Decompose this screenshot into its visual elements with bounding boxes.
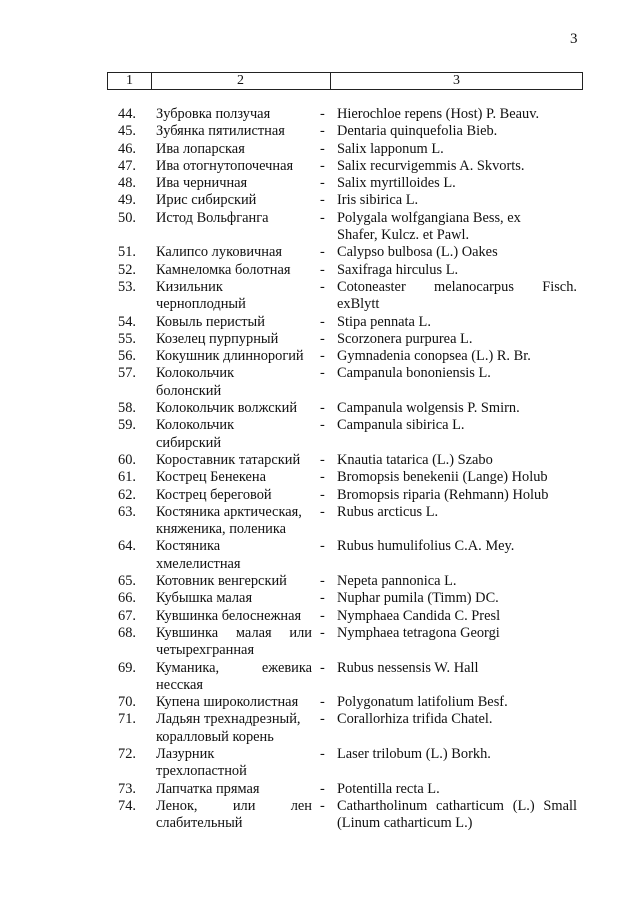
- russian-name-line: Кострец береговой: [156, 486, 272, 503]
- entry-number: 56.: [118, 348, 136, 365]
- entry-separator: -: [320, 175, 325, 192]
- entry-number: 46.: [118, 140, 136, 157]
- latin-name-line: exBlytt: [337, 296, 380, 313]
- latin-name-line: Hierochloe repens (Host) P. Beauv.: [337, 106, 540, 122]
- list-item: [0, 469, 639, 486]
- entry-separator: -: [320, 123, 325, 140]
- entry-separator: -: [320, 486, 325, 503]
- entry-number: 73.: [118, 780, 136, 797]
- latin-name: [337, 210, 577, 245]
- entry-separator: -: [320, 607, 325, 624]
- entry-separator: -: [320, 192, 325, 209]
- russian-name-line: Ива отогнутопочечная: [156, 157, 294, 174]
- entry-number: 53.: [118, 278, 136, 295]
- list-item: [0, 608, 639, 625]
- entry-separator: -: [320, 244, 325, 261]
- russian-name: [156, 262, 312, 279]
- entry-number: 52.: [118, 261, 136, 278]
- latin-name-line: Shafer, Kulcz. et Pawl.: [337, 227, 470, 244]
- entry-separator: -: [320, 157, 325, 174]
- russian-name: [156, 400, 312, 417]
- russian-name: [156, 538, 312, 573]
- latin-name-line: Salix recurvigemmis A. Skvorts.: [337, 157, 525, 174]
- list-item: [0, 106, 639, 123]
- russian-name-line: Зубровка ползучая: [156, 106, 271, 122]
- latin-name-line: Gymnadenia conopsea (L.) R. Br.: [337, 348, 531, 365]
- russian-name-line: княженика, поленика: [156, 521, 287, 538]
- latin-name: [337, 158, 577, 175]
- entry-separator: -: [320, 538, 325, 555]
- russian-name-line: Ива черничная: [156, 175, 248, 192]
- latin-name: [337, 400, 577, 417]
- latin-name: [337, 262, 577, 279]
- russian-name: [156, 625, 312, 660]
- latin-name: [337, 660, 577, 677]
- russian-name: [156, 781, 312, 798]
- entry-separator: -: [320, 469, 325, 486]
- entry-separator: -: [320, 313, 325, 330]
- russian-name: [156, 210, 312, 227]
- russian-name-line: Ива лопарская: [156, 140, 245, 157]
- russian-name: [156, 331, 312, 348]
- russian-name-line: несская: [156, 676, 204, 693]
- entry-number: 71.: [118, 711, 136, 728]
- list-item: [0, 279, 639, 314]
- latin-name-line: Nuphar pumila (Timm) DC.: [337, 590, 499, 607]
- entry-number: 48.: [118, 175, 136, 192]
- latin-name: [337, 244, 577, 261]
- entry-number: 74.: [118, 797, 136, 814]
- latin-name: [337, 798, 577, 833]
- latin-name-line: Saxifraga hirculus L.: [337, 261, 459, 278]
- russian-name: [156, 279, 312, 314]
- entry-number: 55.: [118, 330, 136, 347]
- latin-name-line: Polygala wolfgangiana Bess, ex: [337, 209, 521, 226]
- list-item: [0, 210, 639, 245]
- russian-name: [156, 141, 312, 158]
- latin-name: [337, 573, 577, 590]
- russian-name-line: Ленок, или лен: [156, 797, 312, 814]
- entry-separator: -: [320, 624, 325, 641]
- russian-name: [156, 158, 312, 175]
- latin-name-line: Salix lapponum L.: [337, 140, 444, 157]
- list-item: [0, 660, 639, 695]
- latin-name: [337, 746, 577, 763]
- russian-name: [156, 590, 312, 607]
- latin-name-line: Salix myrtilloides L.: [337, 175, 456, 192]
- entry-number: 64.: [118, 538, 136, 555]
- entry-separator: -: [320, 417, 325, 434]
- list-item: [0, 192, 639, 209]
- russian-name-line: Камнеломка болотная: [156, 261, 291, 278]
- list-item: [0, 244, 639, 261]
- entry-number: 67.: [118, 607, 136, 624]
- latin-name-line: Rubus nessensis W. Hall: [337, 659, 479, 676]
- russian-name: [156, 746, 312, 781]
- latin-name: [337, 175, 577, 192]
- entry-separator: -: [320, 106, 325, 122]
- entry-number: 59.: [118, 417, 136, 434]
- russian-name: [156, 711, 312, 746]
- entry-separator: -: [320, 400, 325, 417]
- latin-name-line: Bromopsis riparia (Rehmann) Holub: [337, 486, 549, 503]
- russian-name-line: Котовник венгерский: [156, 573, 287, 590]
- list-item: [0, 158, 639, 175]
- latin-name: [337, 192, 577, 209]
- latin-name: [337, 694, 577, 711]
- latin-name-line: Knautia tatarica (L.) Szabo: [337, 451, 493, 468]
- entry-separator: -: [320, 745, 325, 762]
- latin-name: [337, 365, 577, 382]
- russian-name: [156, 608, 312, 625]
- russian-name-line: болонский: [156, 382, 222, 399]
- russian-name: [156, 469, 312, 486]
- entry-separator: -: [320, 797, 325, 814]
- entry-separator: -: [320, 780, 325, 797]
- entry-number: 72.: [118, 745, 136, 762]
- list-item: [0, 141, 639, 158]
- entry-number: 45.: [118, 123, 136, 140]
- latin-name-line: Scorzonera purpurea L.: [337, 330, 473, 347]
- species-list: [0, 106, 639, 832]
- russian-name-line: Кувшинка малая или: [156, 624, 312, 641]
- latin-name-line: Campanula wolgensis P. Smirn.: [337, 400, 520, 417]
- russian-name-line: Кизильник: [156, 278, 223, 295]
- list-item: [0, 452, 639, 469]
- latin-name-line: Laser trilobum (L.) Borkh.: [337, 745, 491, 762]
- latin-name: [337, 123, 577, 140]
- entry-number: 63.: [118, 503, 136, 520]
- russian-name-line: Кубышка малая: [156, 590, 253, 607]
- column-header-number: 1: [108, 73, 152, 89]
- russian-name-line: сибирский: [156, 434, 222, 451]
- latin-name: [337, 469, 577, 486]
- russian-name-line: трехлопастной: [156, 763, 247, 780]
- russian-name: [156, 192, 312, 209]
- latin-name-line: Polygonatum latifolium Besf.: [337, 694, 508, 711]
- entry-separator: -: [320, 140, 325, 157]
- list-item: [0, 504, 639, 539]
- column-header-row: [107, 72, 583, 90]
- list-item: [0, 348, 639, 365]
- list-item: [0, 262, 639, 279]
- latin-name: [337, 348, 577, 365]
- entry-separator: -: [320, 711, 325, 728]
- entry-separator: -: [320, 451, 325, 468]
- latin-name: [337, 331, 577, 348]
- russian-name: [156, 365, 312, 400]
- russian-name-line: Колокольчик волжский: [156, 400, 298, 417]
- russian-name: [156, 106, 312, 123]
- russian-name: [156, 123, 312, 140]
- latin-name-line: Calypso bulbosa (L.) Oakes: [337, 244, 498, 261]
- russian-name-line: Лапчатка прямая: [156, 780, 260, 797]
- entry-number: 70.: [118, 694, 136, 711]
- list-item: [0, 400, 639, 417]
- list-item: [0, 365, 639, 400]
- list-item: [0, 711, 639, 746]
- entry-number: 60.: [118, 451, 136, 468]
- latin-name-line: Campanula sibirica L.: [337, 417, 465, 434]
- latin-name: [337, 711, 577, 728]
- entry-number: 50.: [118, 209, 136, 226]
- entry-separator: -: [320, 261, 325, 278]
- russian-name-line: Кокушник длиннорогий: [156, 348, 304, 365]
- list-item: [0, 573, 639, 590]
- russian-name: [156, 573, 312, 590]
- russian-name-line: Козелец пурпурный: [156, 330, 279, 347]
- latin-name: [337, 106, 577, 123]
- entry-number: 54.: [118, 313, 136, 330]
- list-item: [0, 487, 639, 504]
- latin-name-line: Stipa pennata L.: [337, 313, 431, 330]
- russian-name: [156, 348, 312, 365]
- latin-name-line: Nymphaea Candida C. Presl: [337, 607, 501, 624]
- russian-name-line: хмелелистная: [156, 555, 241, 572]
- russian-name-line: Костяника: [156, 538, 221, 555]
- entry-number: 62.: [118, 486, 136, 503]
- russian-name-line: черноплодный: [156, 296, 246, 313]
- latin-name-line: Bromopsis benekenii (Lange) Holub: [337, 469, 548, 486]
- russian-name: [156, 452, 312, 469]
- latin-name: [337, 538, 577, 555]
- russian-name-line: Кострец Бенекена: [156, 469, 267, 486]
- latin-name: [337, 314, 577, 331]
- russian-name-line: Купена широколистная: [156, 694, 299, 711]
- list-item: [0, 123, 639, 140]
- list-item: [0, 331, 639, 348]
- latin-name-line: Dentaria quinquefolia Bieb.: [337, 123, 498, 140]
- latin-name: [337, 608, 577, 625]
- russian-name-line: Кувшинка белоснежная: [156, 607, 302, 624]
- latin-name-line: Rubus humulifolius C.A. Mey.: [337, 538, 515, 555]
- latin-name: [337, 417, 577, 434]
- latin-name: [337, 452, 577, 469]
- russian-name-line: Ладьян трехнадрезный,: [156, 711, 301, 728]
- latin-name: [337, 141, 577, 158]
- latin-name-line: Nepeta pannonica L.: [337, 573, 457, 590]
- latin-name: [337, 504, 577, 521]
- entry-number: 58.: [118, 400, 136, 417]
- russian-name-line: Колокольчик: [156, 417, 235, 434]
- latin-name-line: Cathartholinum catharticum (L.) Small: [337, 797, 577, 814]
- entry-separator: -: [320, 209, 325, 226]
- list-item: [0, 314, 639, 331]
- entry-separator: -: [320, 365, 325, 382]
- entry-number: 47.: [118, 157, 136, 174]
- column-header-russian-name: 2: [151, 73, 331, 89]
- latin-name: [337, 590, 577, 607]
- entry-number: 65.: [118, 573, 136, 590]
- latin-name-line: Campanula bononiensis L.: [337, 365, 491, 382]
- latin-name: [337, 279, 577, 314]
- latin-name: [337, 781, 577, 798]
- entry-separator: -: [320, 503, 325, 520]
- russian-name: [156, 314, 312, 331]
- list-item: [0, 175, 639, 192]
- entry-separator: -: [320, 278, 325, 295]
- list-item: [0, 798, 639, 833]
- entry-separator: -: [320, 348, 325, 365]
- entry-separator: -: [320, 694, 325, 711]
- russian-name: [156, 417, 312, 452]
- latin-name-line: Nymphaea tetragona Georgi: [337, 624, 500, 641]
- russian-name-line: слабительный: [156, 815, 243, 832]
- latin-name-line: (Linum catharticum L.): [337, 815, 473, 832]
- latin-name: [337, 487, 577, 504]
- latin-name-line: Iris sibirica L.: [337, 192, 419, 209]
- russian-name-line: Зубянка пятилистная: [156, 123, 285, 140]
- russian-name: [156, 504, 312, 539]
- russian-name: [156, 660, 312, 695]
- latin-name-line: Potentilla recta L.: [337, 780, 440, 797]
- list-item: [0, 694, 639, 711]
- page-number: 3: [570, 31, 578, 47]
- russian-name-line: Куманика, ежевика: [156, 659, 312, 676]
- entry-number: 68.: [118, 624, 136, 641]
- russian-name-line: Колокольчик: [156, 365, 235, 382]
- russian-name-line: Калипсо луковичная: [156, 244, 282, 261]
- latin-name-line: Corallorhiza trifida Chatel.: [337, 711, 493, 728]
- russian-name-line: Ирис сибирский: [156, 192, 257, 209]
- russian-name: [156, 175, 312, 192]
- entry-number: 44.: [118, 106, 136, 122]
- entry-number: 49.: [118, 192, 136, 209]
- russian-name: [156, 798, 312, 833]
- list-item: [0, 625, 639, 660]
- russian-name-line: Истод Вольфганга: [156, 209, 269, 226]
- entry-separator: -: [320, 330, 325, 347]
- russian-name: [156, 487, 312, 504]
- entry-number: 61.: [118, 469, 136, 486]
- entry-separator: -: [320, 590, 325, 607]
- russian-name-line: Костяника арктическая,: [156, 503, 302, 520]
- list-item: [0, 590, 639, 607]
- russian-name-line: Короставник татарский: [156, 451, 301, 468]
- column-header-latin-name: 3: [453, 73, 460, 88]
- russian-name: [156, 244, 312, 261]
- entry-number: 69.: [118, 659, 136, 676]
- list-item: [0, 417, 639, 452]
- entry-number: 57.: [118, 365, 136, 382]
- list-item: [0, 781, 639, 798]
- entry-separator: -: [320, 573, 325, 590]
- russian-name-line: коралловый корень: [156, 728, 274, 745]
- russian-name-line: Ковыль перистый: [156, 313, 265, 330]
- latin-name-line: Rubus arcticus L.: [337, 503, 439, 520]
- latin-name: [337, 625, 577, 642]
- latin-name-line: Cotoneaster melanocarpus Fisch.: [337, 278, 577, 295]
- list-item: [0, 746, 639, 781]
- russian-name-line: Лазурник: [156, 745, 215, 762]
- entry-number: 66.: [118, 590, 136, 607]
- list-item: [0, 538, 639, 573]
- entry-separator: -: [320, 659, 325, 676]
- russian-name-line: четырехгранная: [156, 642, 255, 659]
- russian-name: [156, 694, 312, 711]
- entry-number: 51.: [118, 244, 136, 261]
